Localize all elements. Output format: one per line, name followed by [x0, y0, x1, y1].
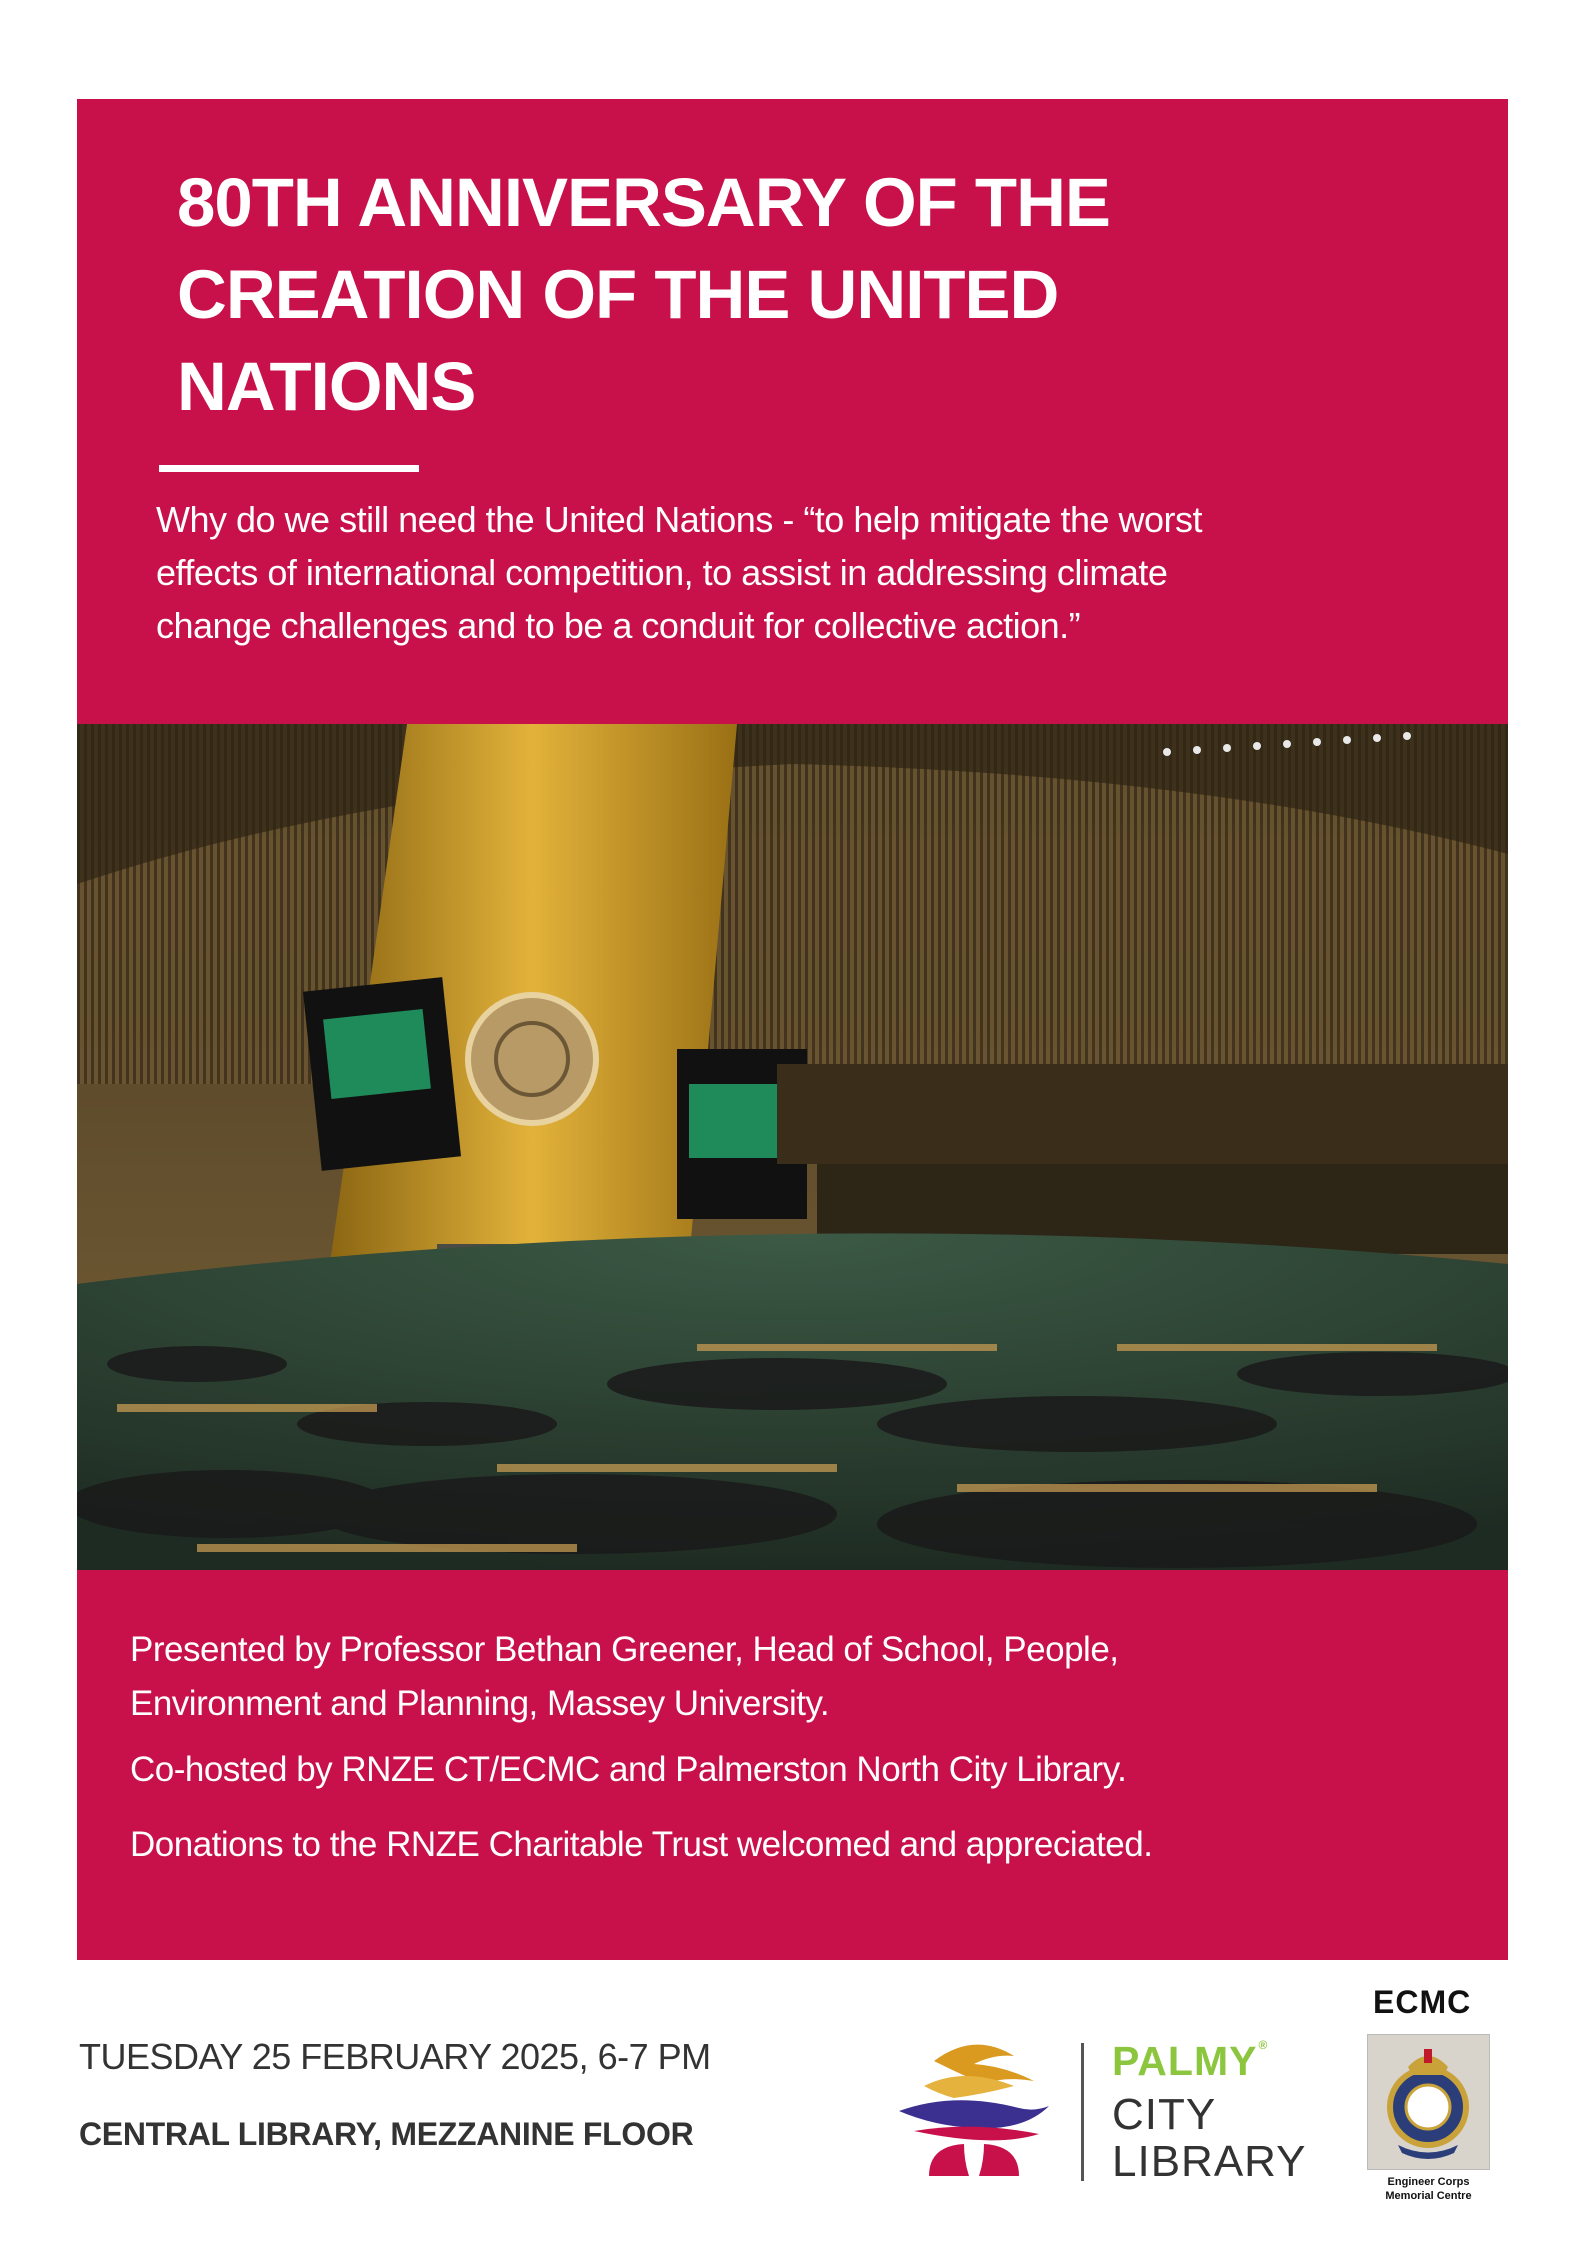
general-assembly-illustration	[77, 724, 1508, 1570]
quote-line-2: effects of international competition, to assist in addressing climate	[156, 552, 1168, 593]
ecmc-caption	[1356, 2175, 1501, 2203]
city-wordmark: CITY	[1112, 2090, 1217, 2139]
library-wordmark: LIBRARY	[1112, 2137, 1307, 2186]
ecmc-caption-line-1: Engineer Corps	[1387, 2176, 1470, 2188]
title-panel	[77, 99, 1508, 724]
title-line-2: CREATION OF THE UNITED	[177, 256, 1059, 333]
cohost-text: Co-hosted by RNZE CT/ECMC and Palmerston North City Library.	[130, 1750, 1127, 1789]
palmy-wordmark-text: PALMY	[1112, 2038, 1258, 2084]
ecmc-wordmark: ECMC	[1373, 1984, 1472, 2020]
presenter-text	[130, 1623, 1460, 1731]
event-date: TUESDAY 25 FEBRUARY 2025, 6-7 PM	[79, 2036, 711, 2077]
donations-text: Donations to the RNZE Charitable Trust welcomed and appreciated.	[130, 1825, 1153, 1864]
ecmc-caption-line-2: Memorial Centre	[1385, 2190, 1472, 2202]
crest-icon	[1368, 2035, 1489, 2169]
event-location: CENTRAL LIBRARY, MEZZANINE FLOOR	[79, 2116, 694, 2152]
general-assembly-photo	[77, 724, 1508, 1570]
title-divider	[159, 465, 419, 472]
event-quote	[156, 493, 1476, 652]
title-line-1: 80TH ANNIVERSARY OF THE	[177, 164, 1110, 241]
quote-line-1: Why do we still need the United Nations - “to help mitigate the worst	[156, 499, 1203, 540]
presenter-line-2: Environment and Planning, Massey University.	[130, 1684, 830, 1723]
logo-divider	[1081, 2043, 1084, 2181]
event-title	[177, 157, 1377, 433]
palmy-logo-icon	[894, 2036, 1054, 2176]
title-line-3: NATIONS	[177, 348, 476, 425]
presenter-line-1: Presented by Professor Bethan Greener, Head of School, People,	[130, 1630, 1119, 1669]
quote-line-3: change challenges and to be a conduit for collective action.”	[156, 605, 1081, 646]
ecmc-crest	[1367, 2034, 1490, 2170]
registered-mark: ®	[1258, 2038, 1269, 2052]
palmy-wordmark	[1112, 2038, 1268, 2085]
details-panel	[77, 1570, 1508, 1960]
